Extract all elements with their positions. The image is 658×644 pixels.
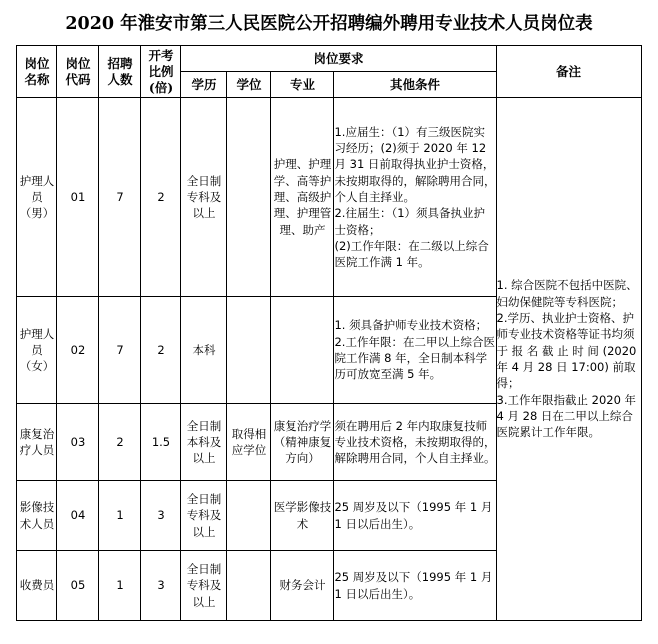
cell-position-name: 护理人员（女） bbox=[17, 297, 57, 404]
cell-education: 本科 bbox=[181, 297, 227, 404]
cell-education: 全日制本科及以上 bbox=[181, 404, 227, 481]
cell-recruit-count: 1 bbox=[99, 551, 141, 621]
cell-position-code: 03 bbox=[57, 404, 99, 481]
other-conditions-paragraph: 须在聘用后 2 年内取康复技师专业技术资格，未按期取得的，解除聘用合同，个人自主择业。 bbox=[334, 418, 496, 466]
remarks-paragraph: 2.学历、执业护士资格、护师专业技术资格等证书均须于 报 名 截 止 时 间 (2020 年 4 月 28 日 17:00) 前取得； bbox=[496, 311, 637, 391]
header-exam-ratio bbox=[141, 46, 181, 98]
cell-position-code: 05 bbox=[57, 551, 99, 621]
header-position-name bbox=[17, 46, 57, 98]
cell-other-conditions bbox=[334, 481, 496, 551]
other-conditions-paragraph: 1.应届生：（1）有三级医院实习经历；(2)须于 2020 年 12 月 31 日前取得执业护士资格，未按期取得的，解除聘用合同，个人自主择业。 bbox=[334, 124, 496, 204]
table-header bbox=[17, 46, 641, 98]
header-exam-ratio-line2: 比例 bbox=[148, 63, 174, 79]
cell-degree bbox=[227, 481, 271, 551]
header-position-requirements: 岗位要求 bbox=[181, 46, 496, 72]
cell-exam-ratio: 2 bbox=[141, 297, 181, 404]
cell-major: 护理、护理学、高等护理、高级护理、护理管理、助产 bbox=[271, 98, 334, 297]
other-conditions-paragraph: (2)工作年限：在二级以上综合医院工作满 1 年。 bbox=[334, 238, 489, 270]
cell-degree bbox=[227, 98, 271, 297]
header-degree: 学位 bbox=[227, 72, 271, 98]
cell-major: 财务会计 bbox=[271, 551, 334, 621]
cell-degree bbox=[227, 297, 271, 404]
header-position-name-line2: 名称 bbox=[24, 71, 50, 87]
cell-position-code: 04 bbox=[57, 481, 99, 551]
header-position-name-line1: 岗位 bbox=[24, 56, 50, 72]
other-conditions-paragraph: 2.往届生：（1）须具备执业护士资格； bbox=[334, 206, 486, 237]
header-row-top bbox=[17, 46, 641, 72]
other-conditions-paragraph: 25 周岁及以下（1995 年 1 月 1 日以后出生）。 bbox=[334, 500, 493, 531]
cell-exam-ratio: 1.5 bbox=[141, 404, 181, 481]
cell-recruit-count: 7 bbox=[99, 98, 141, 297]
cell-exam-ratio: 3 bbox=[141, 481, 181, 551]
header-position-code bbox=[57, 46, 99, 98]
header-recruit-count bbox=[99, 46, 141, 98]
header-recruit-count-line1: 招聘 bbox=[107, 56, 133, 72]
cell-degree bbox=[227, 551, 271, 621]
cell-other-conditions bbox=[334, 404, 496, 481]
recruitment-positions-table bbox=[16, 45, 641, 621]
cell-education: 全日制专科及以上 bbox=[181, 551, 227, 621]
remarks-paragraph: 1. 综合医院不包括中医院、妇幼保健院等专科医院； bbox=[496, 278, 638, 309]
cell-other-conditions bbox=[334, 297, 496, 404]
header-exam-ratio-line3: (倍) bbox=[148, 79, 174, 95]
cell-degree: 取得相应学位 bbox=[227, 404, 271, 481]
cell-position-code: 01 bbox=[57, 98, 99, 297]
cell-position-name: 护理人员（男） bbox=[17, 98, 57, 297]
header-position-code-line2: 代码 bbox=[65, 71, 91, 87]
header-education: 学历 bbox=[181, 72, 227, 98]
cell-recruit-count: 2 bbox=[99, 404, 141, 481]
table-row bbox=[17, 98, 641, 297]
cell-other-conditions bbox=[334, 98, 496, 297]
cell-position-code: 02 bbox=[57, 297, 99, 404]
cell-position-name: 收费员 bbox=[17, 551, 57, 621]
cell-education: 全日制专科及以上 bbox=[181, 98, 227, 297]
table-body bbox=[17, 98, 641, 621]
cell-remarks bbox=[496, 98, 641, 621]
cell-major: 康复治疗学（精神康复方向） bbox=[271, 404, 334, 481]
page-title: 2020 年淮安市第三人民医院公开招聘编外聘用专业技术人员岗位表 bbox=[65, 14, 593, 34]
other-conditions-paragraph: 25 周岁及以下（1995 年 1 月 1 日以后出生）。 bbox=[334, 570, 493, 601]
other-conditions-paragraph: 2.工作年限：在二甲以上综合医院工作满 8 年，全日制本科学历可放宽至满 5 年。 bbox=[334, 334, 495, 382]
cell-recruit-count: 7 bbox=[99, 297, 141, 404]
header-major: 专业 bbox=[271, 72, 334, 98]
header-exam-ratio-line1: 开考 bbox=[148, 48, 174, 64]
remarks-paragraph: 3.工作年限指截止 2020 年 4 月 28 日在二甲以上综合医院累计工作年限。 bbox=[496, 392, 637, 440]
cell-exam-ratio: 3 bbox=[141, 551, 181, 621]
header-position-code-line1: 岗位 bbox=[65, 56, 91, 72]
other-conditions-paragraph: 1. 须具备护师专业技术资格； bbox=[334, 318, 488, 333]
cell-major bbox=[271, 297, 334, 404]
cell-recruit-count: 1 bbox=[99, 481, 141, 551]
header-remarks: 备注 bbox=[496, 46, 641, 98]
cell-other-conditions bbox=[334, 551, 496, 621]
cell-position-name: 康复治疗人员 bbox=[17, 404, 57, 481]
header-recruit-count-line2: 人数 bbox=[107, 71, 133, 87]
cell-position-name: 影像技术人员 bbox=[17, 481, 57, 551]
cell-education: 全日制专科及以上 bbox=[181, 481, 227, 551]
header-other-conditions: 其他条件 bbox=[334, 72, 496, 98]
cell-major: 医学影像技术 bbox=[271, 481, 334, 551]
cell-exam-ratio: 2 bbox=[141, 98, 181, 297]
